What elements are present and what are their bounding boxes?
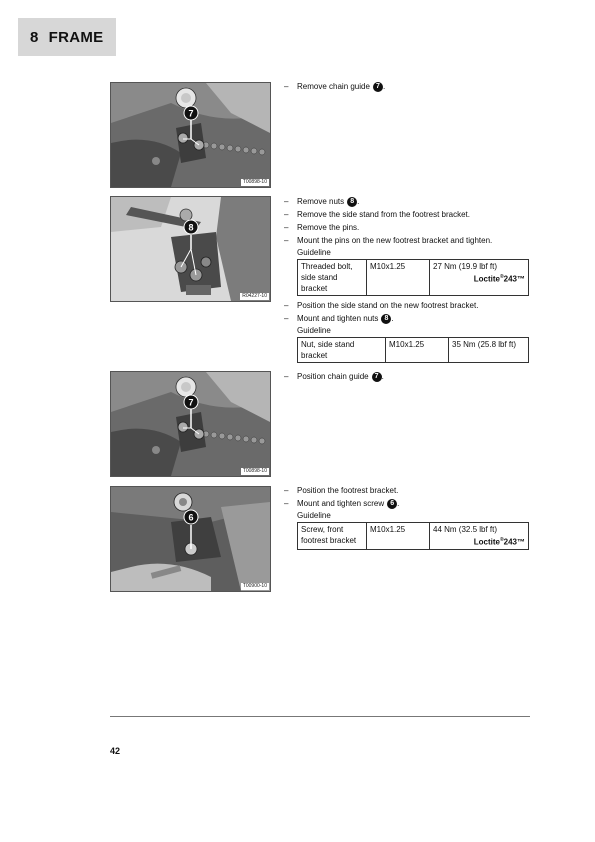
guideline-label: Guideline bbox=[297, 326, 331, 335]
spec-torque: 35 Nm (25.8 lbf ft) bbox=[449, 338, 529, 363]
chapter-title: FRAME bbox=[48, 28, 104, 46]
spec-part: Threaded bolt, side stand bracket bbox=[298, 260, 367, 296]
step-remove-side-stand: – Remove the side stand from the footrest bracket. bbox=[284, 210, 470, 219]
footer-divider bbox=[110, 716, 530, 717]
steps-section-4 bbox=[284, 484, 534, 550]
spec-torque: 44 Nm (32.5 lbf ft) Loctite®243™ bbox=[430, 523, 529, 550]
guideline-label: Guideline bbox=[297, 511, 331, 520]
table-row bbox=[298, 260, 529, 296]
photo-callout: 7 bbox=[188, 397, 194, 408]
callout-number: 8 bbox=[381, 314, 391, 324]
photo-side-stand-nuts bbox=[110, 196, 271, 302]
photo-chain-guide-position bbox=[110, 371, 271, 477]
spec-torque: 27 Nm (19.9 lbf ft) Loctite®243™ bbox=[430, 260, 529, 296]
step-position-footrest: – Position the footrest bracket. bbox=[284, 486, 399, 495]
footrest-illustration bbox=[111, 487, 270, 591]
spec-thread: M10x1.25 bbox=[367, 260, 430, 296]
step-position-chain-guide: – Position chain guide 7 . bbox=[284, 372, 384, 381]
page-number: 42 bbox=[110, 746, 121, 756]
photo-chain-guide-removal bbox=[110, 82, 271, 188]
chain-guide-illustration bbox=[111, 83, 270, 187]
spec-part: Screw, front footrest bracket bbox=[298, 523, 367, 550]
photo-callout: 6 bbox=[188, 512, 194, 523]
steps-section-3 bbox=[284, 370, 534, 383]
side-stand-illustration bbox=[111, 197, 270, 301]
spec-part: Nut, side stand bracket bbox=[298, 338, 386, 363]
step-mount-pins: – Mount the pins on the new footrest bracket and tighten. bbox=[284, 236, 493, 245]
torque-spec-table-screw bbox=[297, 522, 529, 550]
chain-guide-illustration bbox=[111, 372, 270, 476]
steps-section-2 bbox=[284, 195, 534, 363]
step-mount-screw: – Mount and tighten screw 6 . bbox=[284, 499, 400, 508]
image-code: T00898-10 bbox=[242, 179, 267, 185]
callout-number: 7 bbox=[373, 82, 383, 92]
step-remove-pins: – Remove the pins. bbox=[284, 223, 360, 232]
callout-number: 6 bbox=[387, 499, 397, 509]
chapter-number: 8 bbox=[30, 28, 39, 46]
photo-callout: 7 bbox=[188, 108, 194, 119]
torque-spec-table bbox=[297, 259, 529, 296]
image-code: R04227-10 bbox=[242, 293, 267, 299]
chapter-header bbox=[18, 18, 116, 56]
step-position-side-stand: – Position the side stand on the new footrest bracket. bbox=[284, 301, 479, 310]
step-mount-nuts: – Mount and tighten nuts 8 . bbox=[284, 314, 394, 323]
steps-section-1 bbox=[284, 80, 534, 93]
step-remove-chain-guide: – Remove chain guide 7 . bbox=[284, 82, 386, 91]
photo-footrest-screw bbox=[110, 486, 271, 592]
image-code: T00898-10 bbox=[242, 468, 267, 474]
callout-number: 7 bbox=[372, 372, 382, 382]
spec-thread: M10x1.25 bbox=[386, 338, 449, 363]
table-row bbox=[298, 523, 529, 550]
spec-thread: M10x1.25 bbox=[367, 523, 430, 550]
photo-callout: 8 bbox=[188, 222, 194, 233]
table-row bbox=[298, 338, 529, 363]
callout-number: 8 bbox=[347, 197, 357, 207]
loctite-spec: Loctite®243™ bbox=[473, 537, 525, 547]
image-code: T00900-10 bbox=[242, 583, 267, 589]
loctite-spec: Loctite®243™ bbox=[473, 274, 525, 284]
step-remove-nuts: – Remove nuts 8 . bbox=[284, 197, 360, 206]
torque-spec-table-nut bbox=[297, 337, 529, 363]
guideline-label: Guideline bbox=[297, 248, 331, 257]
